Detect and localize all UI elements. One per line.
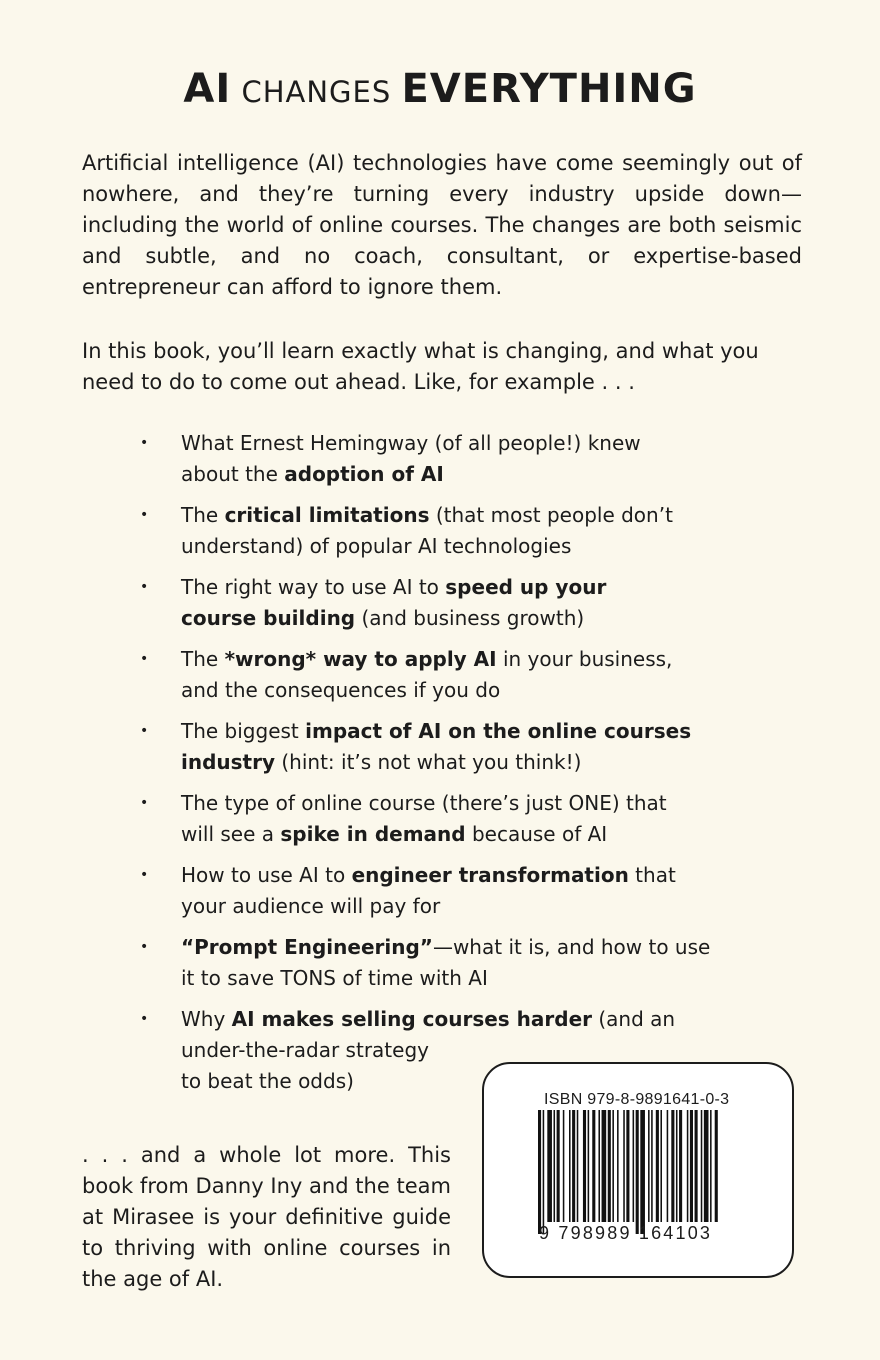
closing-paragraph: . . . and a whole lot more. This book from Danny Iny and the team at Mirasee is your definitive guide to thriving with online courses in the age of AI. <box>82 1143 451 1291</box>
intro-paragraph-2: In this book, you’ll learn exactly what is changing, and what you need to do to come out ahead. Like, for example . . . <box>82 339 759 394</box>
title-changes: CHANGES <box>231 75 402 109</box>
isbn-label: ISBN 979-8-9891641-0-3 <box>544 1091 730 1108</box>
bullet-icon: • <box>140 1011 149 1027</box>
bullet-icon: • <box>140 867 149 883</box>
title-everything: EVERYTHING <box>401 66 697 112</box>
list-item: • The right way to use AI to speed up your course building (and business growth) <box>140 572 720 634</box>
bullet-icon: • <box>140 651 149 667</box>
list-item: • How to use AI to engineer transformation that your audience will pay for <box>140 860 720 922</box>
list-item: • The critical limitations (that most people don’t understand) of popular AI technologies <box>140 500 720 562</box>
list-item: • The *wrong* way to apply AI in your business, and the consequences if you do <box>140 644 720 706</box>
title-ai: AI <box>183 66 232 112</box>
bullet-icon: • <box>140 723 149 739</box>
barcode-digits: 9 798989 164103 <box>539 1223 713 1243</box>
isbn-barcode-box <box>482 1062 794 1278</box>
barcode-icon <box>538 1110 718 1234</box>
list-item: • The biggest impact of AI on the online courses industry (hint: it’s not what you think!) <box>140 716 720 778</box>
bullet-icon: • <box>140 939 149 955</box>
bullet-icon: • <box>140 507 149 523</box>
bullet-icon: • <box>140 795 149 811</box>
list-item: • What Ernest Hemingway (of all people!) knew about the adoption of AI <box>140 428 720 490</box>
bullet-icon: • <box>140 435 149 451</box>
list-item: • The type of online course (there’s just ONE) that will see a spike in demand because of AI <box>140 788 720 850</box>
intro-paragraph-1: Artificial intelligence (AI) technologies have come seemingly out of nowhere, and they’re turning every industry upside down—including the world of online courses. The changes are both seismic and subtle, and no coach, consultant, or expertise-based entrepreneur can afford to ignore them. <box>82 151 802 299</box>
book-title <box>0 66 880 112</box>
list-item: • “Prompt Engineering”—what it is, and how to use it to save TONS of time with AI <box>140 932 720 994</box>
bullet-icon: • <box>140 579 149 595</box>
list-item: • Why AI makes selling courses harder (and an under-the-radar strategy to beat the odds) <box>140 1004 720 1097</box>
feature-list <box>140 428 720 1107</box>
